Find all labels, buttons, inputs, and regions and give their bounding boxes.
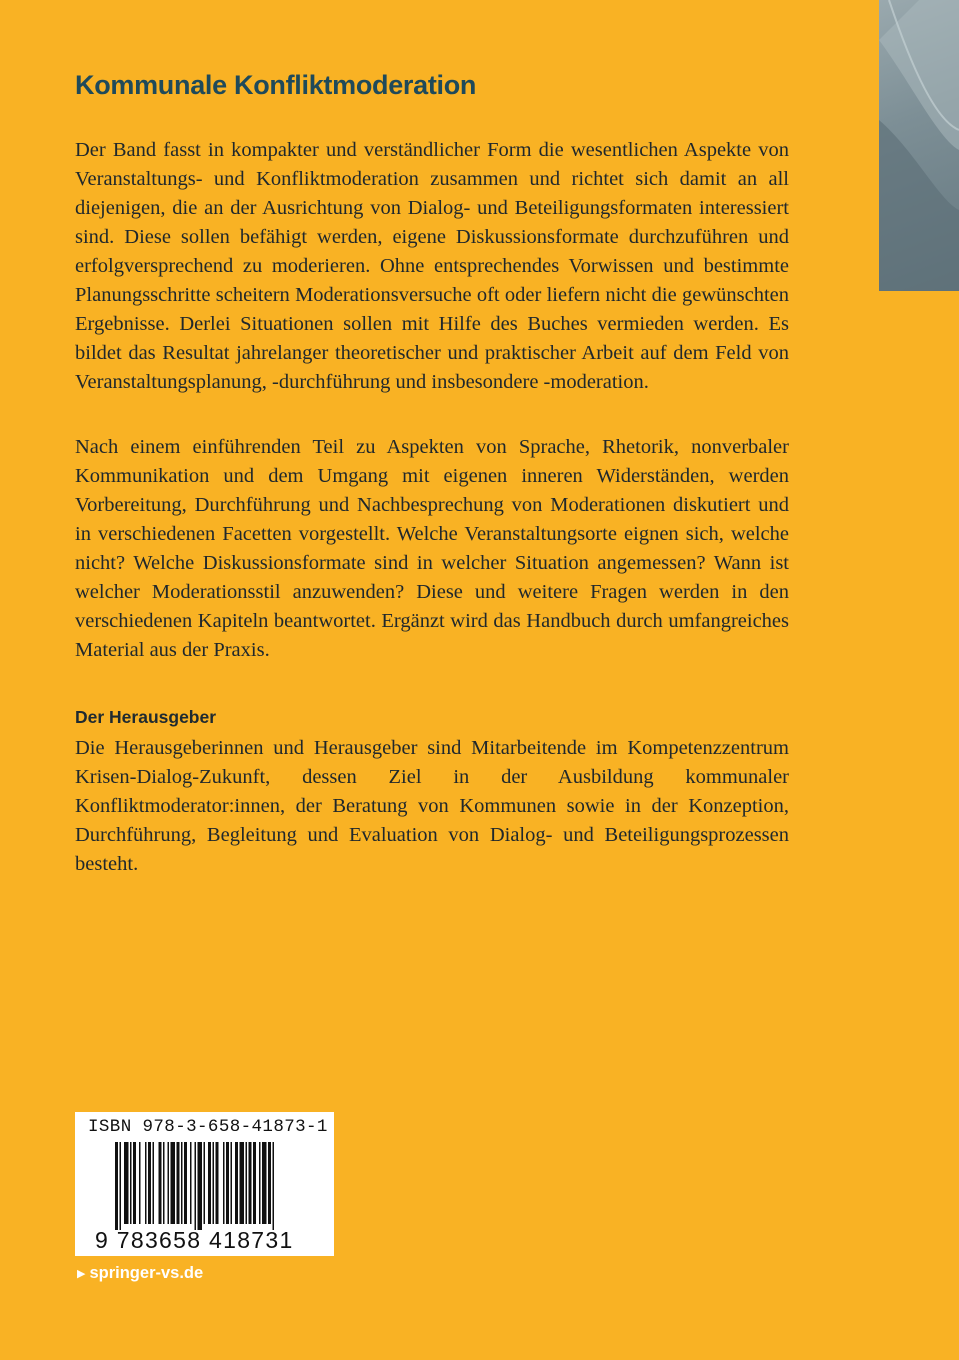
barcode-bar: [163, 1142, 165, 1224]
barcode-bar: [213, 1142, 215, 1224]
barcode-bar: [262, 1142, 267, 1224]
barcode-bar: [190, 1142, 192, 1224]
publisher-url: springer-vs.de: [89, 1264, 204, 1282]
barcode-bar: [235, 1142, 238, 1224]
barcode-bar: [148, 1142, 151, 1224]
barcode-bar: [273, 1142, 275, 1230]
ean-digits: 9 783658 418731: [95, 1227, 294, 1253]
barcode-bar: [259, 1142, 261, 1224]
author-heading: Der Herausgeber: [75, 707, 217, 727]
barcode-bar: [268, 1142, 271, 1224]
barcode-bar: [208, 1142, 211, 1224]
barcode-bar: [249, 1142, 252, 1224]
barcode-bar: [223, 1142, 225, 1224]
corner-swirl-graphic: [879, 0, 959, 291]
barcode-bar: [181, 1142, 183, 1224]
barcode-bar: [133, 1142, 136, 1224]
barcode-bar: [120, 1142, 122, 1230]
barcode-bar: [246, 1142, 248, 1224]
barcode-bar: [115, 1142, 118, 1230]
description-paragraph-2: Nach einem einführenden Teil zu Aspekten von Sprache, Rhetorik, nonverbaler Kommunikation und dem Umgang mit eigenen inneren Widerständen, werden Vorbereitung, Durchführung und Nachbesprechung von Moderationen diskutiert und in verschiedenen Facetten vorgestellt. Welche Veranstaltungsorte eignen sich, welche nicht? Welche Diskussionsformate sind in welcher Situation angemessen? Wann ist welcher Moderationsstil anzuwenden? Diese und weitere Fragen werden in den verschiedenen Kapiteln beantwortet. Ergänzt wird das Handbuch durch umfangreiches Material aus der Praxis.: [75, 436, 789, 661]
barcode-bar: [124, 1142, 129, 1224]
isbn-barcode: [75, 1112, 334, 1256]
triangle-right-icon: ▶: [77, 1268, 86, 1280]
book-title: Kommunale Konfliktmoderation: [75, 70, 477, 100]
barcode-bar: [171, 1142, 176, 1224]
barcode-bar: [198, 1142, 203, 1230]
isbn-label: ISBN 978-3-658-41873-1: [88, 1117, 328, 1137]
barcode-bar: [130, 1142, 132, 1224]
author-description: Die Herausgeberinnen und Herausgeber sind Mitarbeitende im Kompetenzzentrum Krisen-Dialog-Zukunft, dessen Ziel in der Ausbildung kommunaler Konfliktmoderator:innen, der Beratung von Kommunen sowie in der Konzeption, Durchführung, Begleitung und Evaluation von Dialog- und Beteiligungsprozessen besteht.: [75, 737, 789, 875]
barcode-bar: [240, 1142, 245, 1224]
barcode-bar: [177, 1142, 180, 1224]
barcode-bar: [231, 1142, 233, 1224]
barcode-bar: [159, 1142, 162, 1224]
barcode-bar: [226, 1142, 229, 1224]
barcode-bar: [168, 1142, 170, 1224]
barcode-bar: [145, 1142, 147, 1224]
corner-accent-panel: [879, 0, 959, 291]
barcode-bar: [139, 1142, 141, 1224]
barcode-bar: [153, 1142, 155, 1224]
barcode-bar: [204, 1142, 206, 1224]
description-paragraph-1: Der Band fasst in kompakter und verständlicher Form die wesentlichen Aspekte von Veranstaltungs- und Konfliktmoderation zusammen und richtet sich damit an all diejenigen, die an der Ausrichtung von Dialog- und Beteiligungsformaten interessiert sind. Diese sollen befähigt werden, eigene Diskussionsformate durchzuführen und erfolgversprechend zu moderieren. Ohne entsprechendes Vorwissen und bestimmte Planungsschritte scheitern Moderationsversuche oft oder liefern nicht die gewünschten Ergebnisse. Derlei Situationen sollen mit Hilfe des Buches vermieden werden. Es bildet das Resultat jahrelanger theoretischer und praktischer Arbeit auf dem Feld von Veranstaltungsplanung, -durchführung und insbesondere -moderation.: [75, 139, 789, 393]
barcode-bar: [195, 1142, 197, 1230]
barcode-bar: [184, 1142, 187, 1224]
publisher-link[interactable]: [77, 1264, 203, 1283]
barcode-bar: [253, 1142, 256, 1224]
barcode-bar: [216, 1142, 219, 1224]
